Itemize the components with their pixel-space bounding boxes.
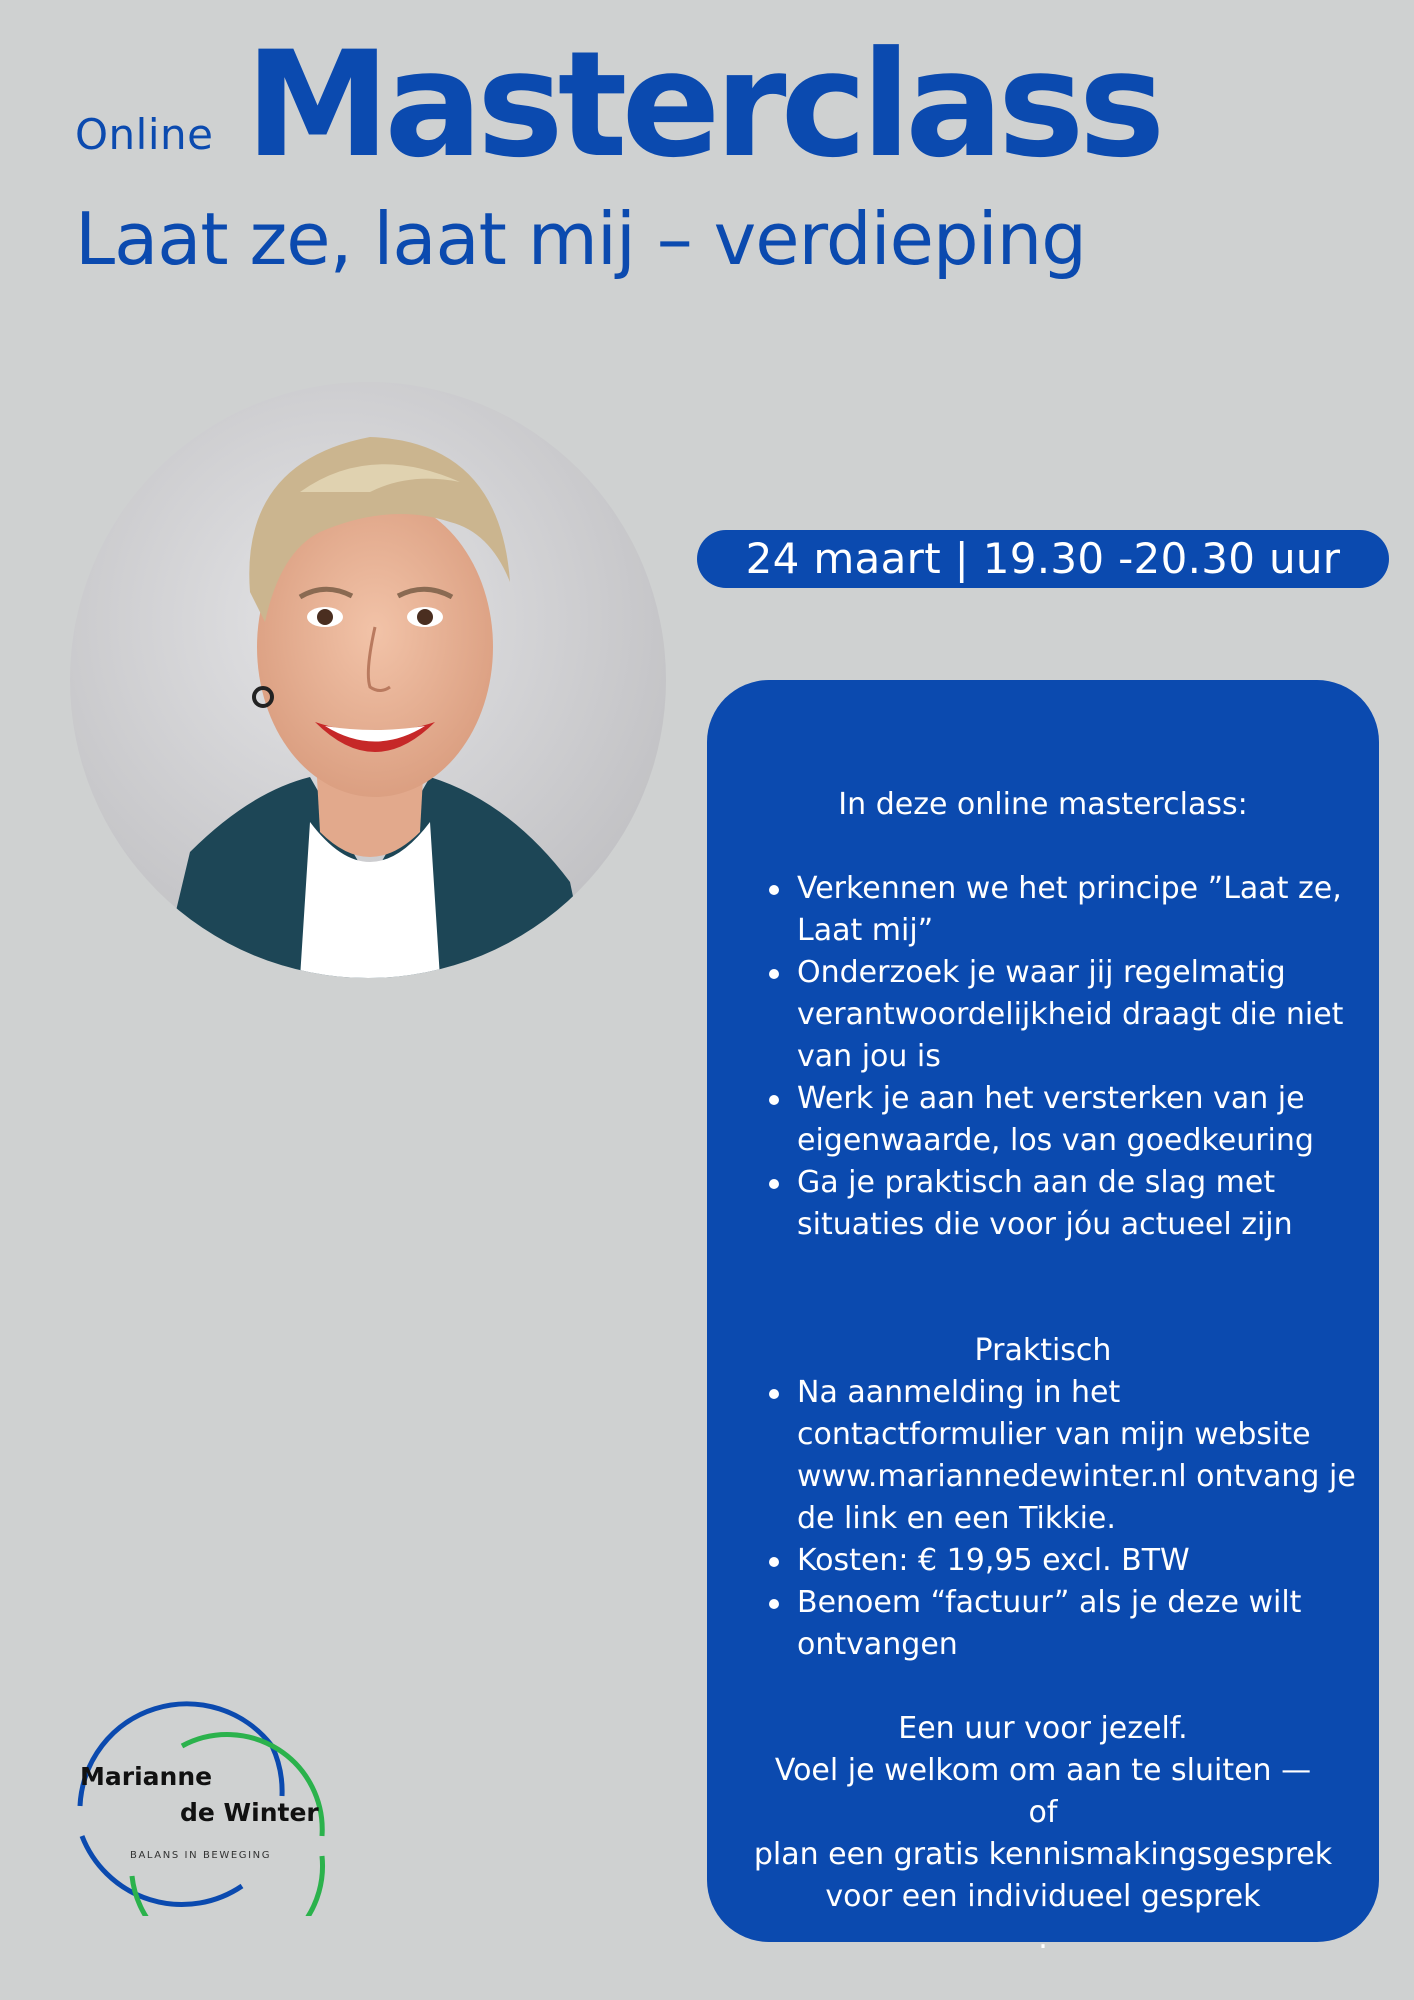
intro-text: In deze online masterclass: <box>838 787 1248 822</box>
date-time-badge: 24 maart | 19.30 -20.30 uur <box>697 530 1389 588</box>
list-item: Werk je aan het versterken van je eigenwaarde, los van goedkeuring <box>767 1078 1371 1162</box>
list-item: Onderzoek je waar jij regelmatig verantwoordelijkheid draagt die niet van jou is <box>767 952 1371 1078</box>
closing-line: Een uur voor jezelf. <box>898 1711 1188 1746</box>
list-item: Kosten: € 19,95 excl. BTW <box>767 1540 1371 1582</box>
closing-line: of <box>1028 1795 1058 1830</box>
page-subtitle: Laat ze, laat mij – verdieping <box>75 197 1086 281</box>
closing-line: . <box>1038 1921 1048 1956</box>
list-item: Ga je praktisch aan de slag met situaties die voor jóu actueel zijn <box>767 1162 1371 1246</box>
list-item: Na aanmelding in het contactformulier van mijn website www.mariannedewinter.nl ontvang je de link en een Tikkie. <box>767 1372 1371 1540</box>
topics-list <box>707 868 1379 1246</box>
brand-logo <box>72 1686 342 1916</box>
info-panel <box>707 680 1379 1956</box>
online-label: Online <box>75 110 214 159</box>
logo-name-last: de Winter <box>180 1798 319 1827</box>
logo-tagline: BALANS IN BEWEGING <box>130 1850 272 1861</box>
closing-line: plan een gratis kennismakingsgesprek <box>753 1837 1333 1872</box>
list-item: Benoem “factuur” als je deze wilt ontvangen <box>767 1582 1371 1666</box>
page-title: Masterclass <box>245 20 1160 190</box>
practical-heading: Praktisch <box>974 1333 1112 1368</box>
practical-list <box>707 1372 1379 1666</box>
portrait-photo <box>70 382 666 978</box>
closing-line: Voel je welkom om aan te sluiten — <box>774 1753 1312 1788</box>
logo-name-first: Marianne <box>80 1762 213 1791</box>
closing-line: voor een individueel gesprek <box>825 1879 1261 1914</box>
list-item: Verkennen we het principe ”Laat ze, Laat mij” <box>767 868 1371 952</box>
